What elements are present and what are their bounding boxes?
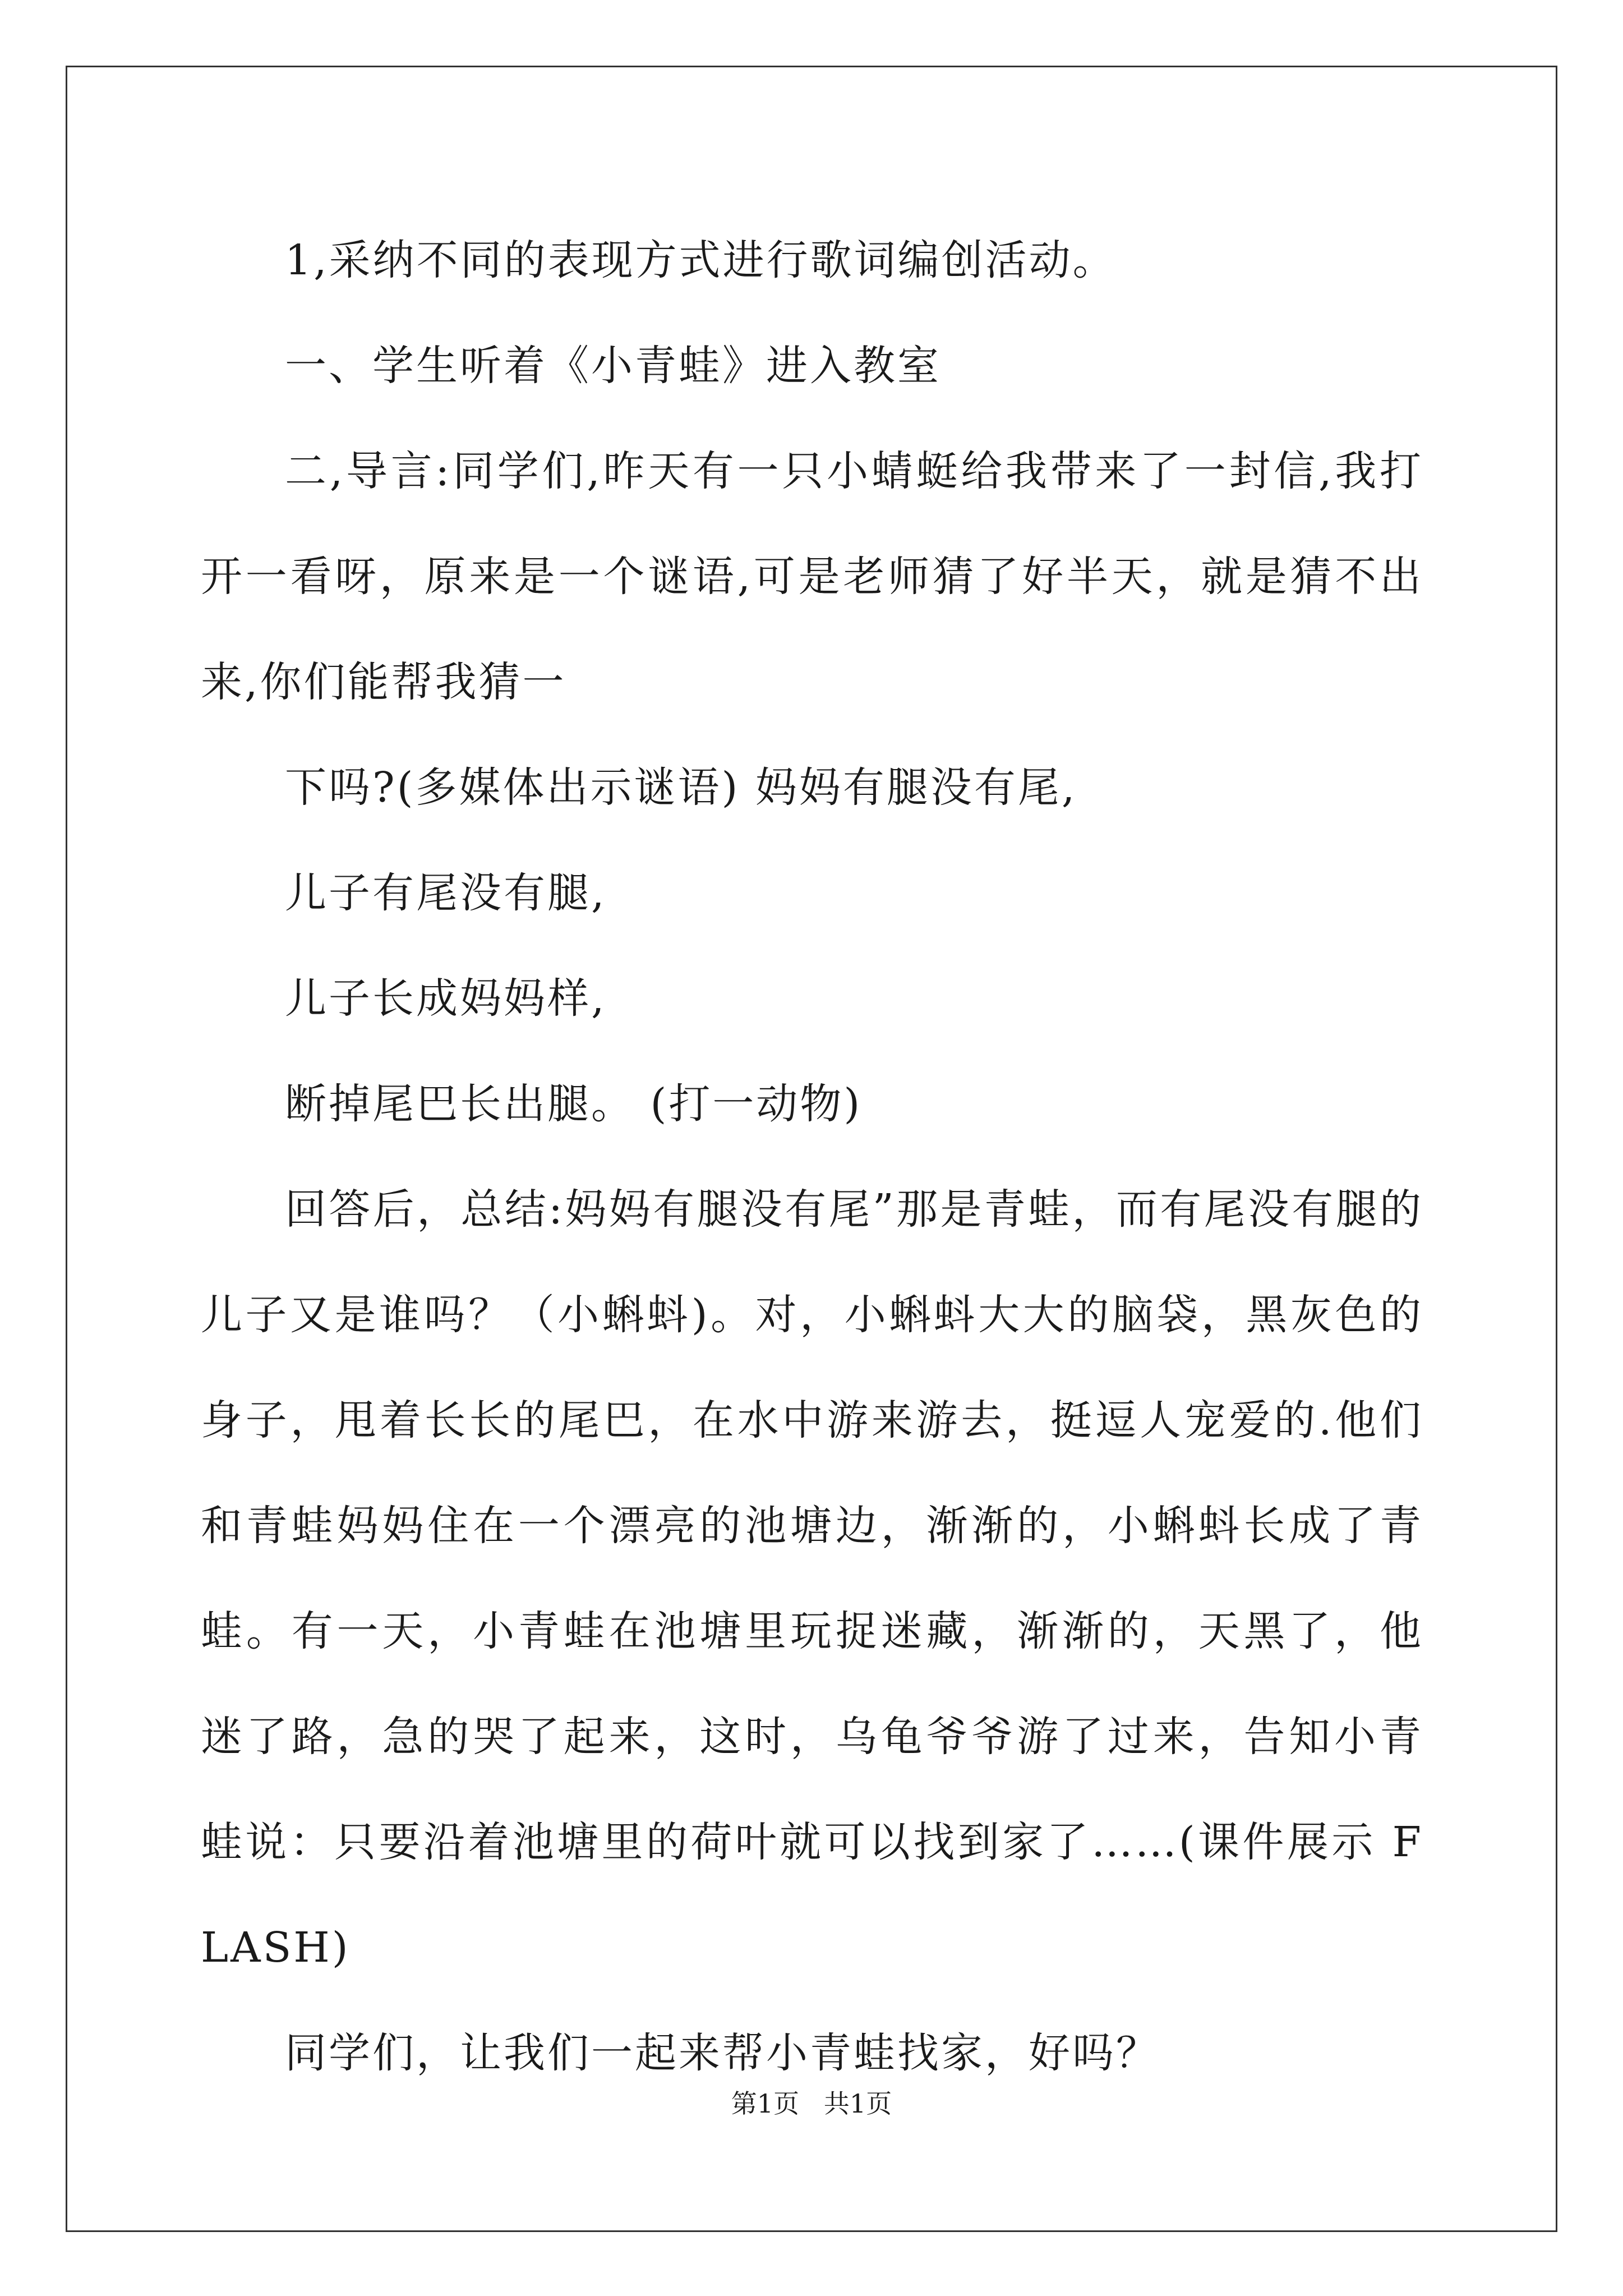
paragraph-8: 回答后，总结:妈妈有腿没有尾”那是青蛙，而有尾没有腿的儿子又是谁吗？（小蝌蚪)。对，小蝌蚪大大的脑袋，黑灰色的身子，甩着长长的尾巴，在水中游来游去，挺逗人宠爱的.他们和青蛙妈妈住在一个漂亮的池塘边，渐渐的，小蝌蚪长成了青蛙。有一天，小青蛙在池塘里玩捉迷藏，渐渐的，天黑了，他迷了路，急的哭了起来，这时，乌龟爷爷游了过来，告知小青蛙说：只要沿着池塘里的荷叶就可以找到家了……(课件展示 FLASH) <box>201 1185 1423 1972</box>
page-footer: 第1页 共1页 <box>731 2088 892 2119</box>
paragraph-7: 断掉尾巴长出腿。 (打一动物) <box>285 1080 863 1128</box>
document-body <box>201 208 1423 2106</box>
paragraph-1: 1,采纳不同的表现方式进行歌词编创活动。 <box>285 236 1117 284</box>
paragraph-9: 同学们，让我们一起来帮小青蛙找家，好吗？ <box>285 2029 1160 2077</box>
paragraph-5: 儿子有尾没有腿, <box>285 869 607 917</box>
paragraph-6: 儿子长成妈妈样, <box>285 974 607 1023</box>
paragraph-4: 下吗?(多媒体出示谜语) 妈妈有腿没有尾, <box>285 763 1077 812</box>
paragraph-2: 一、学生听着《小青蛙》进入教室 <box>285 342 941 390</box>
paragraph-3: 二,导言:同学们,昨天有一只小蜻蜓给我带来了一封信,我打开一看呀，原来是一个谜语,可是老师猜了好半天，就是猜不出来,你们能帮我猜一 <box>201 447 1423 706</box>
